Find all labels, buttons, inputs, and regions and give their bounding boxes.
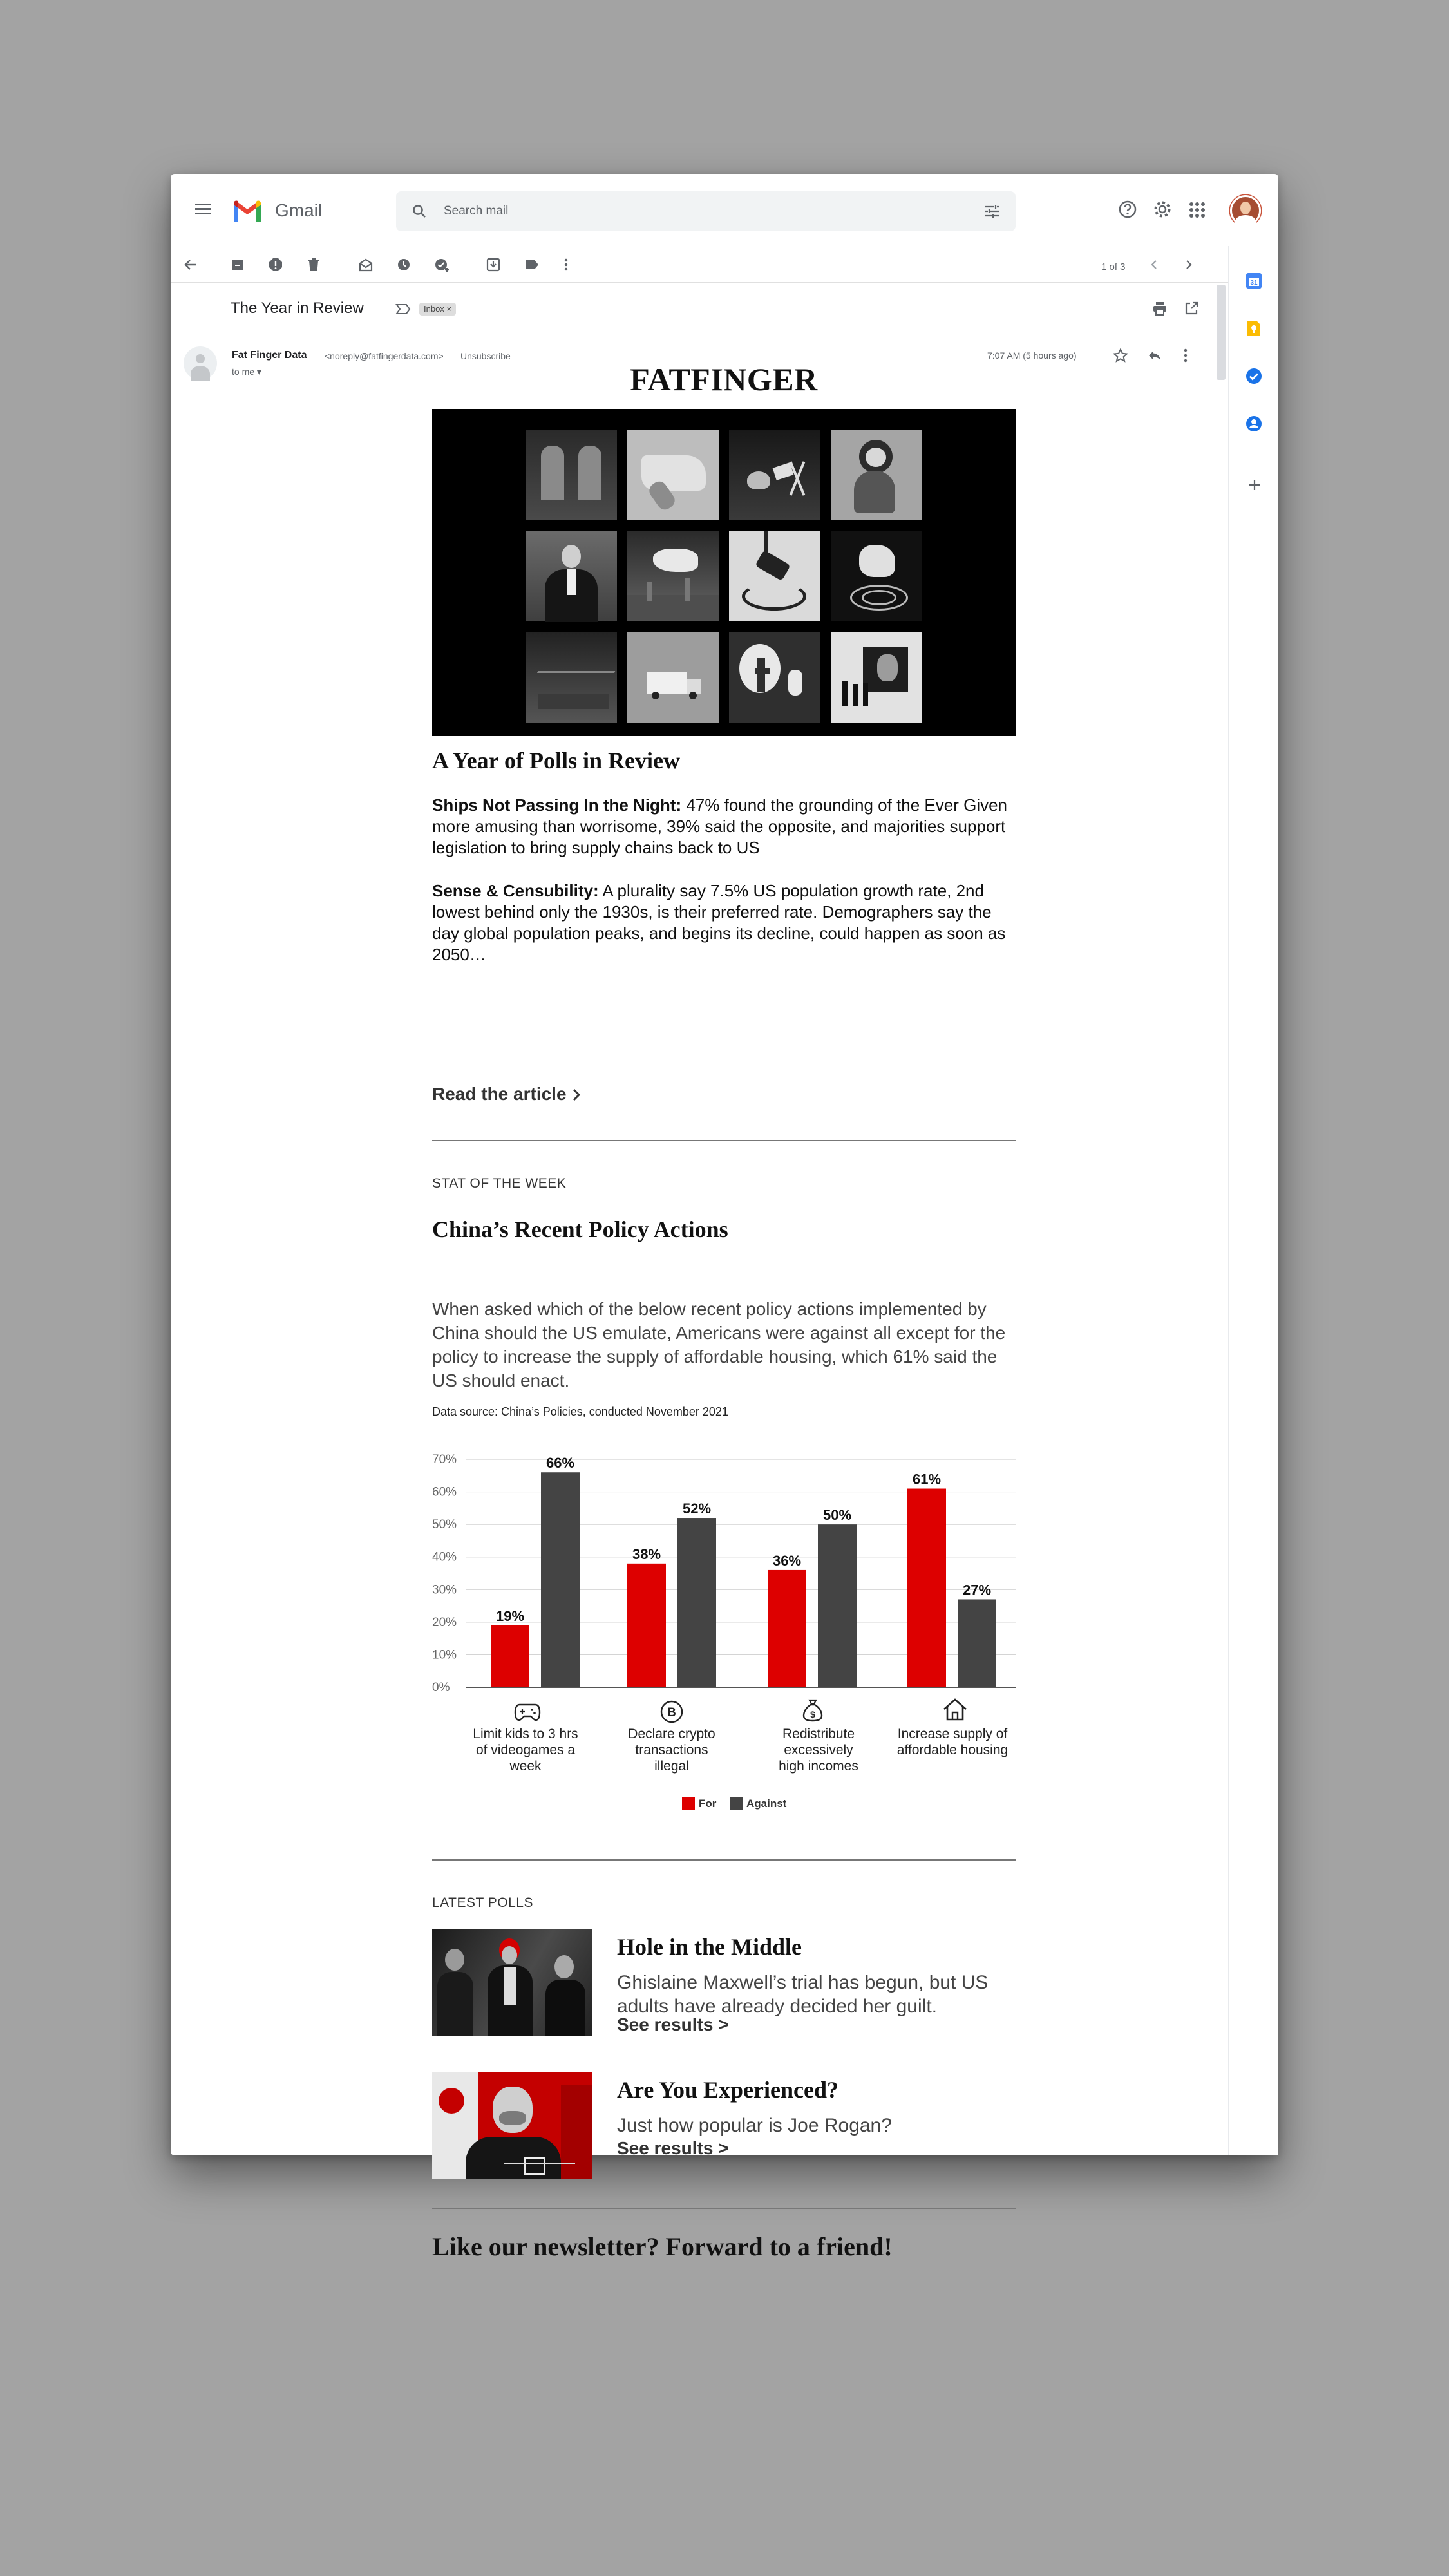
gmail-window <box>171 174 1278 2261</box>
search-bar[interactable] <box>396 191 1016 231</box>
y-tick-label: 50% <box>432 1518 457 1532</box>
bar-value-label: 61% <box>912 1471 942 1488</box>
bar-for-0 <box>491 1625 529 1687</box>
add-task-icon[interactable] <box>435 258 450 272</box>
label-icon[interactable] <box>524 258 540 272</box>
bar-value-label: 66% <box>545 1455 575 1472</box>
gamepad-icon <box>515 1701 540 1721</box>
item-2-lead: Sense & Censubility: <box>432 881 599 900</box>
apps-grid-icon[interactable] <box>1189 202 1206 218</box>
poll-2-image[interactable] <box>432 2072 592 2179</box>
newer-chevron-icon[interactable] <box>1150 258 1159 272</box>
top-bar <box>171 174 1278 246</box>
collage-tile-monkey <box>831 430 922 520</box>
bar-value-label: 36% <box>772 1552 802 1569</box>
importance-marker-icon[interactable] <box>395 303 411 315</box>
email-timestamp: 7:07 AM (5 hours ago) <box>987 350 1077 361</box>
bar-value-label: 50% <box>822 1507 852 1524</box>
poll-2-results-link[interactable]: See results > <box>617 2138 729 2158</box>
open-in-new-window-icon[interactable] <box>1184 301 1198 316</box>
collage-tile-truck <box>627 632 719 723</box>
item-1-text: 47% found the grounding of the Ever Given more amusing than worrisome, 39% said the opposite, and majorities support legislation to bring supply chains back to US <box>432 795 1008 857</box>
section-divider-3 <box>432 2208 1016 2209</box>
policy-bar-chart <box>432 1449 1016 1823</box>
collage-tile-factory <box>627 531 719 621</box>
bar-for-1 <box>627 1564 666 1687</box>
house-icon <box>942 1698 968 1721</box>
y-tick-label: 10% <box>432 1648 457 1662</box>
collage-tile-figures-shadow <box>831 632 922 723</box>
tasks-icon[interactable] <box>1245 367 1263 385</box>
chart-plot <box>432 1449 1016 1700</box>
sender-avatar[interactable] <box>184 346 217 380</box>
latest-polls-kicker: LATEST POLLS <box>432 1895 533 1910</box>
app-name[interactable]: Gmail <box>275 200 323 220</box>
poll-1-results-link[interactable]: See results > <box>617 2014 729 2034</box>
collage-tile-scissors <box>729 430 820 520</box>
mark-unread-icon[interactable] <box>359 258 373 272</box>
stat-title: China’s Recent Policy Actions <box>432 1217 728 1242</box>
stat-lede: When asked which of the below recent policy actions implemented by China should the US emulate, Americans were against all except for the policy to increase the supply of affordable housing, which 61% said the US should enact. <box>432 1299 1006 1390</box>
message-more-options-icon[interactable] <box>1184 348 1188 363</box>
inbox-label-text: Inbox <box>424 304 444 314</box>
bitcoin-icon <box>660 1700 683 1723</box>
bar-value-label: 19% <box>495 1607 525 1624</box>
collage-tile-us-map <box>627 430 719 520</box>
y-tick-label: 60% <box>432 1485 457 1499</box>
back-arrow-icon[interactable] <box>184 258 198 272</box>
category-label-housing: Increase supply of affordable housing <box>896 1727 1009 1757</box>
contacts-icon[interactable] <box>1245 415 1263 433</box>
gmail-logo-icon[interactable] <box>232 200 263 223</box>
poll-2-description: Just how popular is Joe Rogan? <box>617 2115 892 2136</box>
category-label-redistribute: Redistribute excessively high incomes <box>779 1727 858 1774</box>
delete-icon[interactable] <box>307 258 321 272</box>
bar-value-label: 27% <box>962 1582 992 1598</box>
print-icon[interactable] <box>1153 301 1167 316</box>
read-article-label: Read the article <box>432 1084 567 1104</box>
stat-kicker: STAT OF THE WEEK <box>432 1176 567 1191</box>
recipient-details[interactable] <box>232 366 261 377</box>
article-item-2 <box>432 880 1016 965</box>
section-divider-2 <box>432 1859 1016 1861</box>
legend-swatch-against <box>730 1797 743 1810</box>
help-icon[interactable] <box>1117 199 1138 220</box>
calendar-icon[interactable] <box>1245 272 1263 290</box>
keep-icon[interactable] <box>1245 319 1263 337</box>
archive-icon[interactable] <box>231 258 245 272</box>
hero-image-collage[interactable] <box>432 409 1016 736</box>
move-to-icon[interactable] <box>486 258 500 272</box>
bar-against-1 <box>677 1518 716 1687</box>
svg-text:B: B <box>667 1706 676 1719</box>
side-panel <box>1228 246 1278 2155</box>
y-tick-label: 40% <box>432 1550 457 1564</box>
bar-against-3 <box>958 1599 996 1687</box>
bar-for-2 <box>768 1570 806 1687</box>
message-toolbar <box>171 246 1228 283</box>
forward-cta: Like our newsletter? Forward to a friend! <box>432 2232 893 2261</box>
snooze-clock-icon[interactable] <box>397 258 411 272</box>
details-dropdown-icon[interactable]: ▾ <box>256 366 261 377</box>
collage-tile-hand-spiral <box>831 531 922 621</box>
reply-icon[interactable] <box>1147 348 1162 363</box>
collage-tile-facebook-balloon <box>729 632 820 723</box>
read-article-link[interactable] <box>432 1084 582 1104</box>
poll-1-image[interactable] <box>432 1929 592 2036</box>
settings-icon[interactable] <box>1152 199 1173 220</box>
collage-tile-ship <box>526 632 617 723</box>
add-addon-icon[interactable] <box>1249 479 1260 491</box>
email-subject: The Year in Review <box>231 299 364 317</box>
bar-against-2 <box>818 1524 857 1687</box>
star-icon[interactable] <box>1113 348 1128 363</box>
article-headline: A Year of Polls in Review <box>432 748 680 773</box>
more-options-icon[interactable] <box>564 258 568 272</box>
money-bag-icon <box>802 1698 824 1722</box>
poll-1-title[interactable]: Hole in the Middle <box>617 1934 802 1960</box>
category-label-crypto: Declare crypto transactions illegal <box>628 1727 715 1774</box>
scrollbar-thumb[interactable] <box>1217 285 1226 380</box>
sender-name[interactable]: Fat Finger Data <box>232 350 307 361</box>
poll-1-description: Ghislaine Maxwell’s trial has begun, but US adults have already decided her guilt. <box>617 1972 989 2017</box>
bar-for-3 <box>907 1489 946 1687</box>
recipient-label: to me <box>232 366 255 377</box>
remove-label-icon[interactable]: × <box>446 304 452 314</box>
item-1-lead: Ships Not Passing In the Night: <box>432 795 682 815</box>
inbox-label-chip[interactable] <box>419 303 456 316</box>
data-source-note: Data source: China’s Policies, conducted November 2021 <box>432 1405 728 1418</box>
svg-text:$: $ <box>810 1709 815 1719</box>
legend-for: For <box>682 1797 716 1810</box>
account-avatar[interactable] <box>1230 195 1261 226</box>
section-divider <box>432 1140 1016 1141</box>
y-tick-label: 70% <box>432 1453 457 1466</box>
older-chevron-icon[interactable] <box>1184 258 1193 272</box>
collage-tile-suited-man <box>526 531 617 621</box>
svg-text:31: 31 <box>1250 279 1258 287</box>
y-tick-label: 20% <box>432 1615 457 1629</box>
search-options-icon[interactable] <box>985 204 1000 218</box>
search-input[interactable] <box>444 202 933 221</box>
legend-against: Against <box>730 1797 786 1810</box>
article-item-1 <box>432 795 1016 858</box>
main-menu-icon[interactable] <box>195 204 211 215</box>
collage-tile-gas-nozzle <box>729 531 820 621</box>
pagination-count: 1 of 3 <box>1101 261 1126 272</box>
bar-value-label: 52% <box>682 1501 712 1517</box>
y-tick-label: 0% <box>432 1681 450 1694</box>
item-2-text: A plurality say 7.5% US population growth rate, 2nd lowest behind only the 1930s, is their preferred rate. Demographers say the day global population peaks, and begins its decline, could happen as soon as 2050… <box>432 881 1006 964</box>
collage-tile-windows <box>526 430 617 520</box>
newsletter-brand: FATFINGER <box>630 361 818 397</box>
legend-swatch-for <box>682 1797 695 1810</box>
poll-2-title[interactable]: Are You Experienced? <box>617 2077 838 2103</box>
bar-against-0 <box>541 1472 580 1687</box>
bar-value-label: 38% <box>632 1546 661 1562</box>
chevron-right-icon <box>571 1088 582 1102</box>
y-tick-label: 30% <box>432 1583 457 1597</box>
unsubscribe-link[interactable]: Unsubscribe <box>460 351 511 361</box>
category-label-videogames: Limit kids to 3 hrs of videogames a week <box>473 1727 578 1774</box>
sender-email: <noreply@fatfingerdata.com> <box>325 351 444 361</box>
search-icon[interactable] <box>412 204 427 219</box>
report-spam-icon[interactable] <box>269 258 283 272</box>
